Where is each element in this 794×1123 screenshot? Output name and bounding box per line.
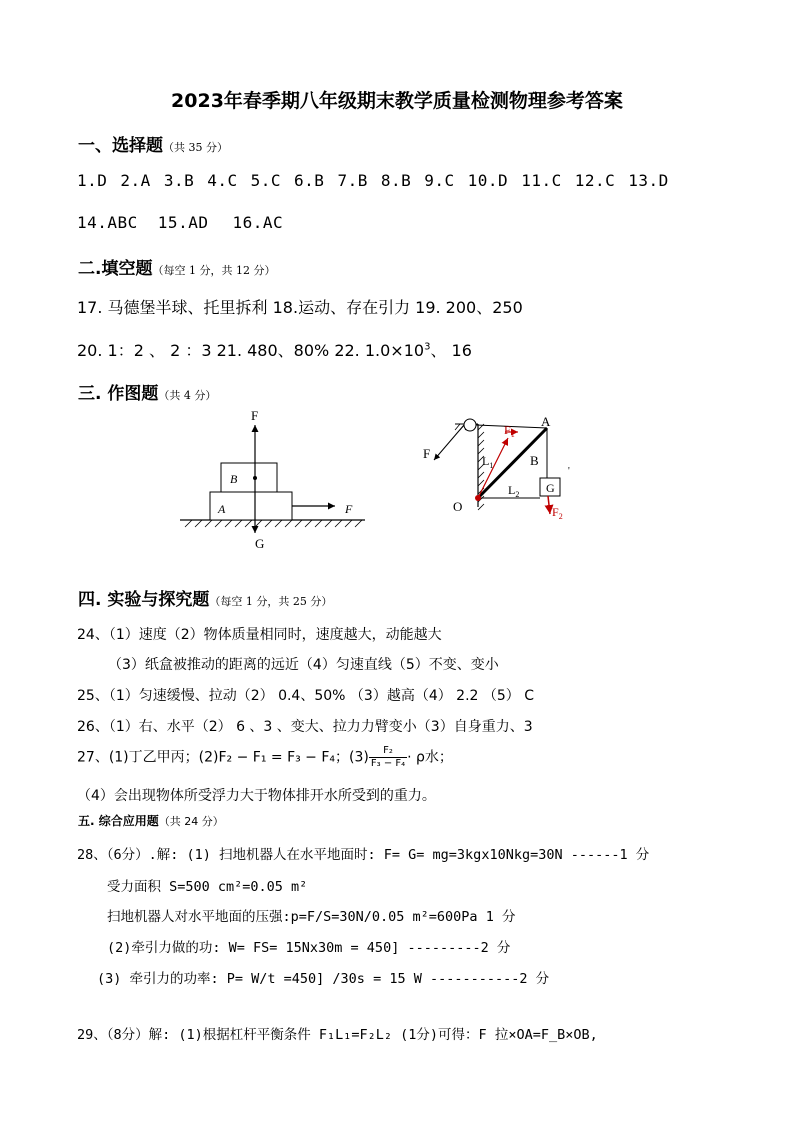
lever-diagram (420, 410, 580, 525)
label-force-right: F (345, 502, 353, 516)
label-f1: $F_1$ (504, 423, 515, 439)
label-l2: $L_2$ (508, 483, 520, 499)
force-f-arrow (434, 425, 464, 460)
mc-answer: 12.C (574, 171, 616, 190)
section-3-heading (78, 379, 216, 404)
q27-denominator: F₃ − F₄ (370, 758, 406, 769)
section-5-heading (78, 812, 224, 829)
q27-suffix: · ρ水； (407, 749, 453, 766)
label-o: O (453, 499, 463, 514)
mc-answer: 1.D (77, 171, 108, 190)
label-f: F (423, 446, 431, 461)
section-2-title: 二.填空题 (78, 259, 153, 279)
mc-answers-row-2 (77, 213, 296, 232)
mc-answer: 13.D (628, 171, 669, 190)
rope (476, 425, 547, 428)
answer-q28-line-5: (3) 牵引力的功率: P= W/t =450] /30s = 15 W -----------2 分 (97, 971, 550, 987)
fill-answer-text: 、 16 (430, 341, 472, 360)
q27-numerator: F₂ (369, 745, 407, 758)
answer-q25: 25、（1）匀速缓慢、拉动（2） 0.4、50% （3）越高（4） 2.2 （5） C (77, 688, 535, 704)
label-l1: $L_1$ (482, 454, 494, 470)
fill-answers-row-2 (77, 338, 472, 361)
label-b: B (530, 453, 539, 468)
section-5-title: 五. 综合应用题 (78, 814, 159, 828)
label-a: A (541, 414, 551, 429)
answer-q28-line-4: (2)牵引力做的功: W= FS= 15Nx30m = 450] ---------2 分 (107, 940, 511, 956)
q27-prefix: 27、(1)丁乙甲丙；(2)F₂ − F₁ = F₃ − F₄；(3) (77, 749, 369, 766)
mc-answer: 7.B (337, 171, 368, 190)
section-2-note: （每空 1 分，共 12 分） (152, 264, 276, 277)
pivot-o (475, 495, 481, 501)
mc-answer: 5.C (250, 171, 282, 190)
answer-q28-line-1: 28、（6分）.解: (1) 扫地机器人在水平地面时: F= G= mg=3kgx10Nkg=30N ------1 分 (77, 847, 650, 863)
mc-answers-row-1 (77, 171, 682, 190)
page-title: 2023年春季期八年级期末教学质量检测物理参考答案 (171, 90, 623, 112)
section-2-heading (78, 254, 275, 279)
section-5-note: （共 24 分） (158, 815, 224, 828)
stray-mark: ' (568, 466, 570, 477)
answer-q29-line-1: 29、（8分）解: (1)根据杠杆平衡条件 F₁L₁=F₂L₂ (1分)可得：F 拉×OA=F_B×OB, (77, 1027, 598, 1043)
label-g: G (546, 481, 555, 495)
answer-q24-line-1: 24、（1）速度（2）物体质量相同时，速度越大，动能越大 (77, 627, 442, 643)
section-4-title: 四. 实验与探究题 (78, 590, 210, 610)
mc-answer: 8.B (380, 171, 412, 190)
mc-answer: 2.A (120, 171, 151, 190)
label-force-down: G (255, 536, 265, 551)
section-1-heading (78, 131, 228, 156)
mc-answer: 14.ABC (77, 213, 138, 232)
section-1-note: （共 35 分） (163, 141, 228, 154)
exponent: 3 (424, 341, 431, 353)
force-f2-arrow (548, 496, 550, 514)
pulley (464, 419, 476, 431)
mc-answer: 15.AD (157, 213, 209, 232)
mc-answer: 6.B (294, 171, 325, 190)
label-block-b: B (230, 472, 238, 486)
mc-answer: 3.B (163, 171, 195, 190)
label-block-a: A (218, 502, 226, 516)
section-4-note: （每空 1 分，共 25 分） (209, 595, 333, 608)
answer-q24-line-2: （3）纸盒被推动的距离的远近（4）匀速直线（5）不变、变小 (108, 657, 499, 673)
section-3-title: 三. 作图题 (78, 384, 159, 404)
label-f2: $F_2$ (552, 505, 563, 521)
answer-q26: 26、（1）右、水平（2） 6 、3 、变大、拉力力臂变小（3）自身重力、3 (77, 719, 533, 735)
force-diagram-blocks (175, 405, 370, 555)
mc-answer: 16.AC (232, 213, 284, 232)
mc-answer: 9.C (424, 171, 455, 190)
answer-q28-line-3: 扫地机器人对水平地面的压强:p=F/S=30N/0.05 m²=600Pa 1 分 (107, 909, 516, 925)
q27-fraction (369, 745, 407, 770)
section-4-heading (78, 585, 332, 610)
answer-q27 (77, 745, 453, 770)
mc-answer: 11.C (521, 171, 562, 190)
answer-q27-line-2: （4）会出现物体所受浮力大于物体排开水所受到的重力。 (77, 788, 436, 804)
ground-hatch (180, 520, 365, 527)
fill-answers-row-1: 17. 马德堡半球、托里拆利 18.运动、存在引力 19. 200、250 (77, 298, 523, 317)
mc-answer: 4.C (207, 171, 238, 190)
mc-answer: 10.D (467, 171, 509, 190)
label-force-up: F (251, 408, 259, 423)
section-1-title: 一、选择题 (78, 136, 163, 156)
fill-answer-text: 20. 1：2 、 2 ：3 21. 480、80% 22. 1.0×10 (77, 341, 425, 360)
section-3-note: （共 4 分） (158, 389, 217, 402)
answer-q28-line-2: 受力面积 S=500 cm²=0.05 m² (107, 879, 308, 895)
